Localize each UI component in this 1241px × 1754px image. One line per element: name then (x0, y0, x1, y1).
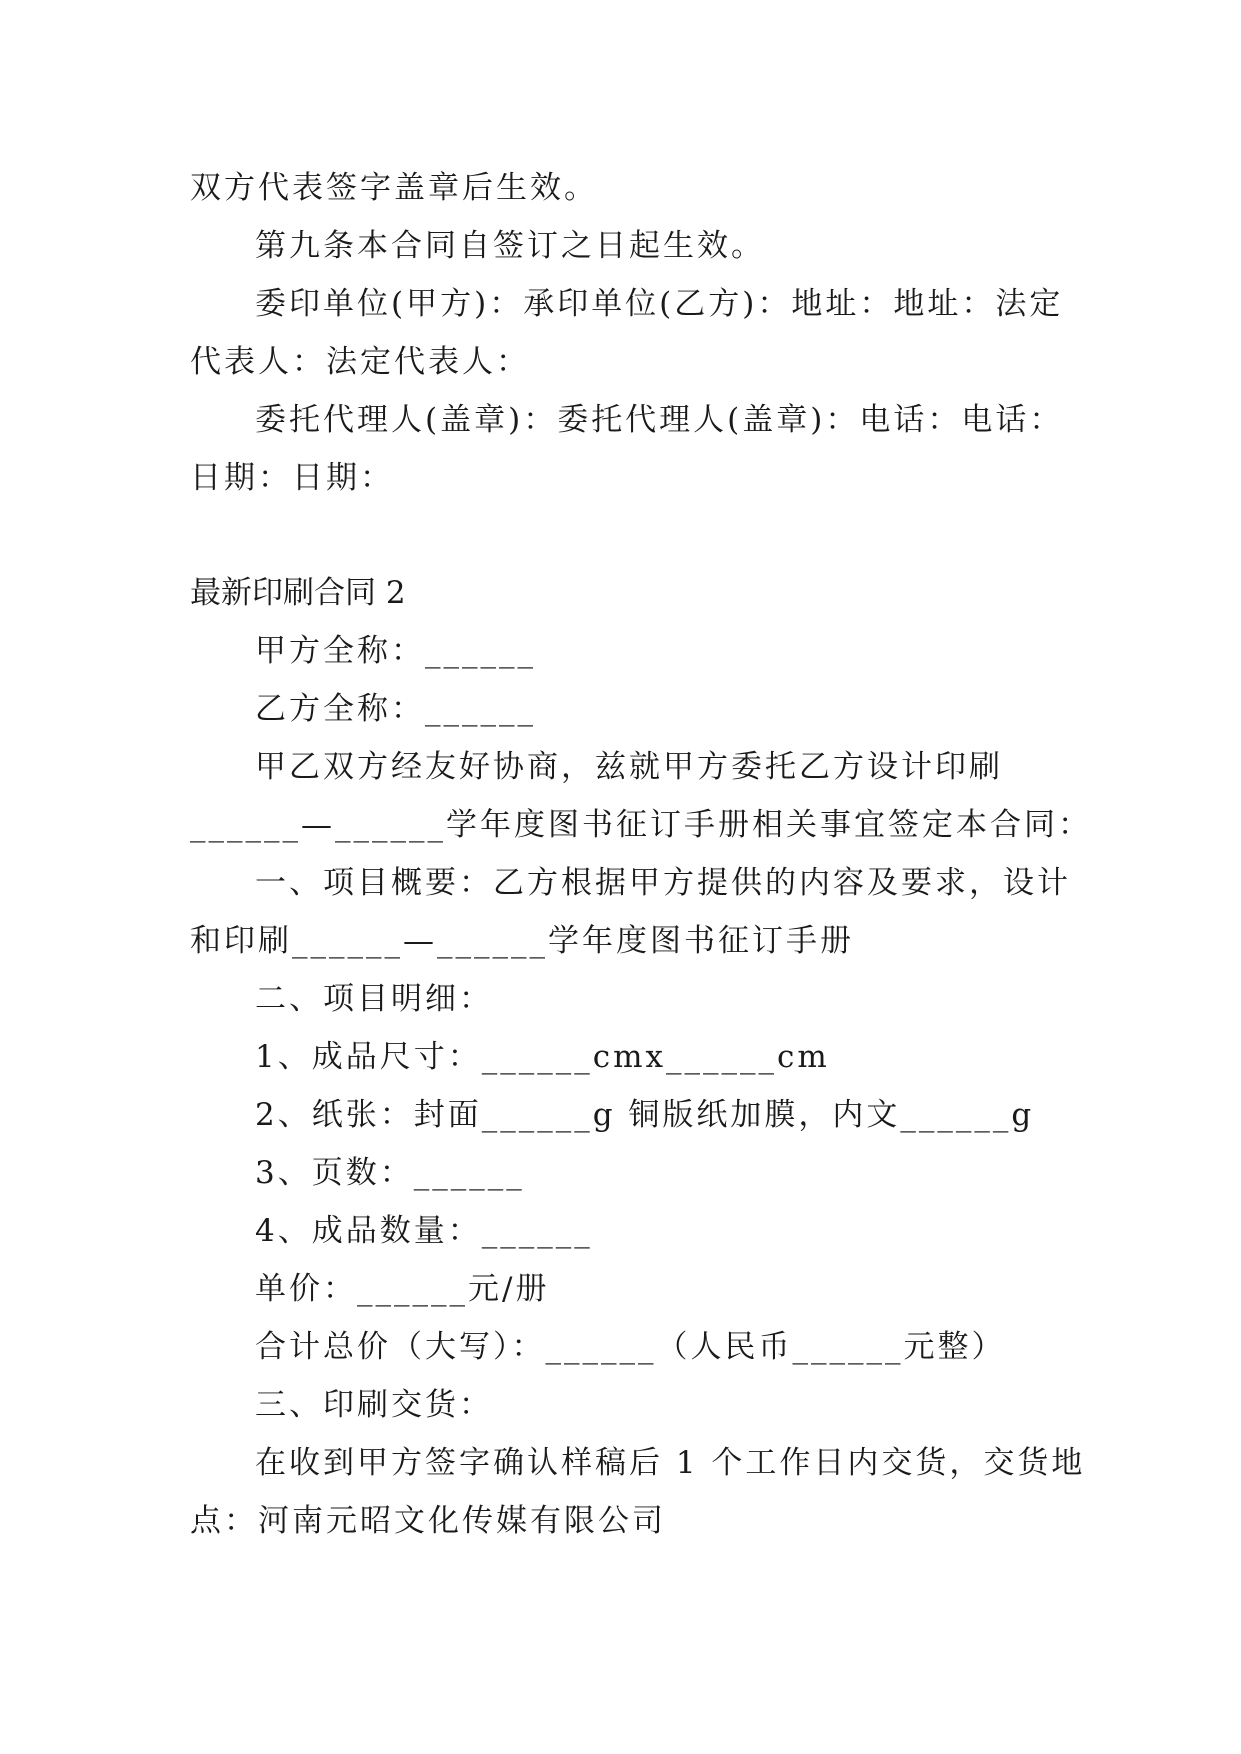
text-line: 委托代理人(盖章)：委托代理人(盖章)：电话：电话： (255, 402, 1064, 438)
text-line: 2、纸张：封面______g 铜版纸加膜，内文______g (255, 1097, 1035, 1133)
text-line: 甲乙双方经友好协商，兹就甲方委托乙方设计印刷 (255, 749, 1003, 785)
text-line: 1、成品尺寸：______cmx______cm (255, 1039, 830, 1075)
text-line: 二、项目明细： (255, 981, 493, 1017)
text-line: 单价：______元/册 (255, 1271, 550, 1307)
text-line: 和印刷______—______学年度图书征订手册 (190, 923, 854, 959)
text-line: 双方代表签字盖章后生效。 (190, 170, 598, 206)
text-line: 日期：日期： (190, 460, 394, 496)
text-line: 乙方全称：______ (255, 691, 536, 727)
text-line: 代表人：法定代表人： (190, 344, 530, 380)
text-line: 第九条本合同自签订之日起生效。 (255, 228, 765, 264)
text-line: 在收到甲方签字确认样稿后 1 个工作日内交货，交货地 (255, 1445, 1086, 1481)
text-line: 甲方全称：______ (255, 633, 536, 669)
text-line: 委印单位(甲方)：承印单位(乙方)：地址：地址：法定 (255, 286, 1064, 322)
text-line: 点：河南元昭文化传媒有限公司 (190, 1503, 666, 1539)
text-line: 合计总价（大写）：______（人民币______元整） (255, 1329, 1006, 1365)
text-line: 4、成品数量：______ (255, 1213, 593, 1249)
text-line: 一、项目概要：乙方根据甲方提供的内容及要求，设计 (255, 865, 1071, 901)
text-line: ______—______学年度图书征订手册相关事宜签定本合同： (190, 807, 1092, 843)
section-title: 最新印刷合同 2 (190, 575, 406, 611)
text-line: 三、印刷交货： (255, 1387, 493, 1423)
text-line: 3、页数：______ (255, 1155, 525, 1191)
